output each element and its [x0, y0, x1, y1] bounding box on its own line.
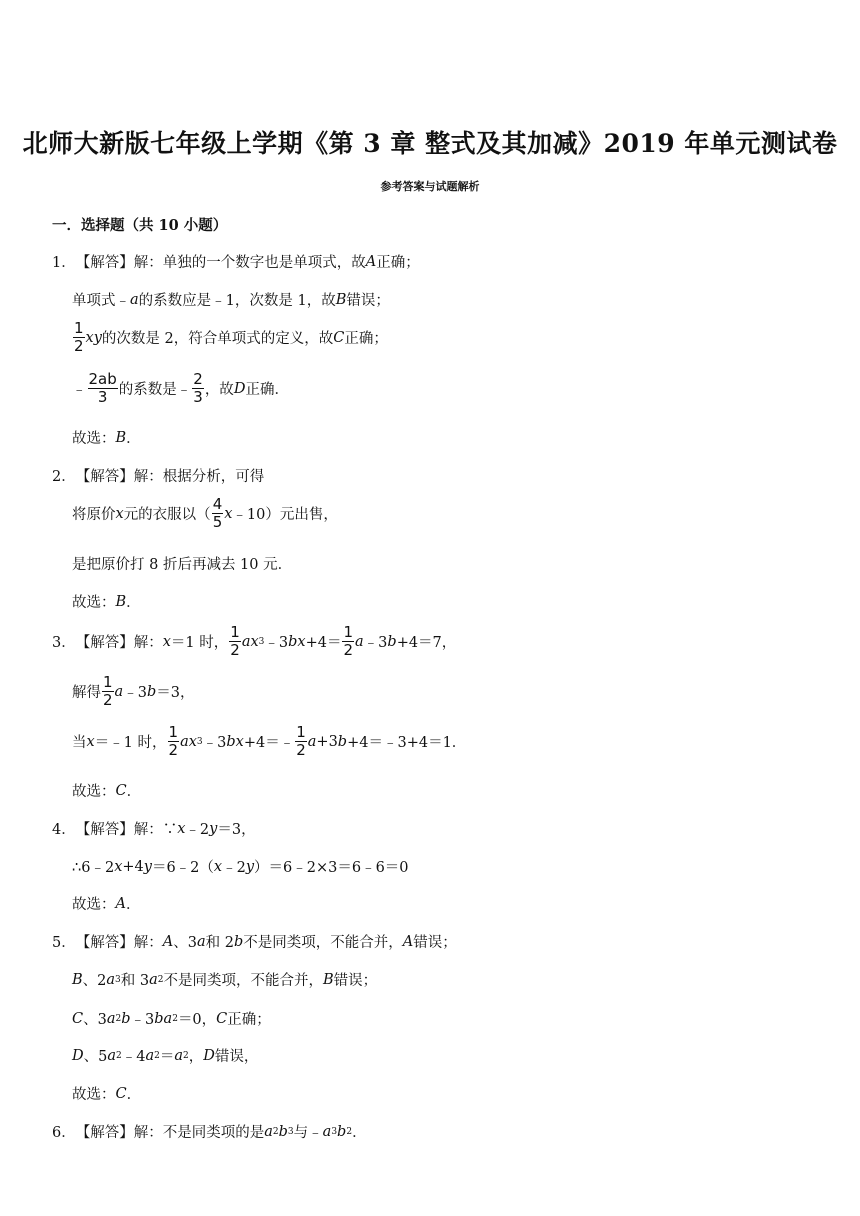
section-heading: 一．选择题（共 10 小题）	[52, 217, 228, 234]
page-subtitle: 参考答案与试题解析	[380, 180, 480, 193]
fraction: $\frac{1}{2}$	[230, 623, 240, 659]
q2-line-2: 将原价 x 元的衣服以（ $\frac{4}{5}$ x ﹣10）元出售，	[72, 495, 338, 531]
q5-line-4: D 、5 a 2 ﹣4 a 2 ＝ a 2 ， D 错误，	[72, 1047, 259, 1065]
q2-line-3: 是把原价打 8 折后再减去 10 元．	[72, 557, 293, 573]
fraction: $\frac{4}{5}$	[212, 495, 223, 531]
q5-line-2: B 、2 a 3 和 3 a 2 不是同类项，不能合并， B 错误；	[72, 971, 378, 989]
page-title: 北师大新版七年级上学期《第 3 章 整式及其加减》2019 年单元测试卷	[22, 129, 838, 158]
q2-answer: 故选： B ．	[72, 593, 141, 611]
q1-line-4: ﹣ $\frac{2ab}{3}$ 的系数是﹣ $\frac{2}{3}$ ，故 D 正确．	[72, 370, 289, 406]
fraction: $\frac{1}{2}$	[343, 623, 353, 659]
q3-line-2: 解得 $\frac{1}{2}$ a ﹣3 b ＝3，	[72, 673, 195, 709]
q4-line-1: 4． 【解答】 解：∵ x ﹣2 y ＝3，	[52, 820, 256, 838]
fraction: $\frac{1}{2}$	[74, 319, 84, 355]
q2-line-1: 2． 【解答】 解：根据分析，可得	[52, 469, 265, 485]
fraction: $\frac{2ab}{3}$	[88, 370, 117, 406]
q4-answer: 故选： A ．	[72, 895, 141, 913]
q6-line-1: 6． 【解答】 解：不是同类项的是 a 2 b 3 与﹣ a 3 b 2 ．	[52, 1123, 367, 1141]
q1-line-3: $\frac{1}{2}$ xy 的次数是 2，符合单项式的定义，故 C 正确；	[74, 319, 388, 355]
fraction: $\frac{1}{2}$	[296, 723, 306, 759]
q5-answer: 故选： C ．	[72, 1085, 142, 1103]
q5-line-3: C 、3 a 2 b ﹣3 ba 2 ＝0， C 正确；	[72, 1010, 271, 1028]
q3-line-1: 3． 【解答】 解： x ＝1 时， $\frac{1}{2}$ ax 3 ﹣3 bx +4＝ $\frac{1}{2}$ a ﹣3 b +4＝7，	[52, 623, 457, 659]
q3-answer: 故选： C ．	[72, 782, 142, 800]
q1-line-1: 1． 【解答】 解：单独的一个数字也是单项式，故 A 正确；	[52, 253, 420, 271]
fraction: $\frac{1}{2}$	[103, 673, 113, 709]
fraction: $\frac{1}{2}$	[168, 723, 179, 759]
fraction: $\frac{2}{3}$	[193, 370, 203, 406]
q4-line-2: ∴6﹣2 x +4 y ＝6﹣2（ x ﹣2 y ）＝6﹣2×3＝6﹣6＝0	[72, 858, 409, 876]
q3-line-3: 当 x ＝﹣1 时， $\frac{1}{2}$ ax 3 ﹣3 bx +4＝﹣ $\frac{1}{2}$ a +3 b +4＝﹣3+4＝1．	[72, 723, 467, 759]
q1-line-2: 单项式﹣ a 的系数应是﹣1，次数是 1，故 B 错误；	[72, 291, 390, 309]
q5-line-1: 5． 【解答】 解： A 、3 a 和 2 b 不是同类项，不能合并， A 错误；	[52, 933, 457, 951]
q1-answer: 故选： B ．	[72, 429, 141, 447]
